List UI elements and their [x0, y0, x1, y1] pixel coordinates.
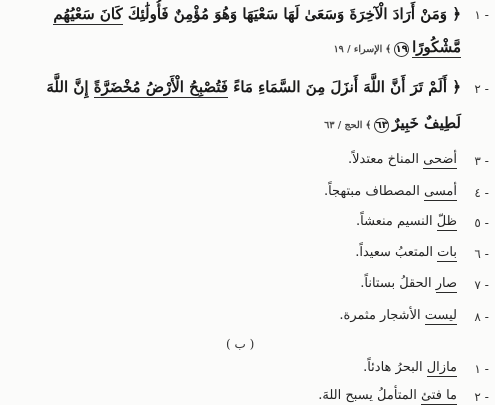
item-number: ٤ -: [474, 186, 489, 200]
sentence: [324, 184, 457, 199]
quran-verse-line-2: [324, 114, 461, 133]
verse-text: لَطِيفٌ خَبِيرٌ: [392, 114, 461, 132]
sentence: [356, 214, 457, 229]
sentence-text: البحرُ هادئاً.: [363, 360, 427, 375]
item-number: ٨ -: [474, 310, 489, 324]
ayah-number-mark: ٦٣: [375, 120, 388, 131]
underlined-verb: ليست: [424, 308, 457, 323]
sentence-text: المتأملُ يسبح اللهَ.: [318, 388, 421, 403]
quran-verse-line: [53, 5, 461, 23]
underlined-verb: أمسى: [423, 184, 457, 199]
sentence-text: النسيم منعشاً.: [356, 214, 437, 229]
underlined-verb: بات: [437, 245, 457, 260]
underlined-verb: ما فتئ: [420, 388, 457, 403]
underlined-phrase: فَتُصْبِحُ الْأَرْضُ مُخْضَرَّةً: [93, 78, 229, 96]
sentence: [318, 388, 457, 403]
item-number: ١ -: [474, 8, 489, 22]
item-number: ٥ -: [474, 216, 489, 230]
underlined-phrase: كَانَ سَعْيُهُم: [53, 5, 123, 23]
ayah-number-mark: ١٩: [395, 44, 408, 55]
item-number: ٢ -: [474, 390, 489, 404]
underlined-verb: ظلّ: [436, 214, 457, 229]
verse-reference: ﴾ الإسراء / ١٩: [333, 44, 392, 55]
item-number: ٣ -: [474, 154, 489, 168]
verse-text: ﴿ وَمَنْ أَرَادَ الْآخِرَةَ وَسَعَىٰ لَهَا سَعْيَهَا وَهُوَ مُؤْمِنٌ فَأُولَٰئِكَ: [122, 5, 461, 23]
sentence-text: المناخ معتدلاً.: [347, 152, 424, 167]
underlined-verb: صار: [435, 276, 457, 291]
sentence: [360, 276, 457, 291]
sentence-text: المصطاف مبتهجاً.: [323, 184, 424, 199]
sentence-text: المتعبُ سعيداً.: [355, 245, 438, 260]
section-heading: ( ب ): [226, 337, 255, 351]
underlined-phrase: مَّشْكُورًا: [412, 38, 461, 56]
sentence: [339, 308, 457, 323]
sentence: [348, 152, 457, 167]
sentence: [355, 245, 457, 260]
sentence: [363, 360, 457, 375]
sentence-text: الحقلُ بستاناً.: [360, 276, 436, 291]
verse-text: إِنَّ اللَّهَ: [46, 78, 94, 96]
verse-text: ﴿ أَلَمْ تَرَ أَنَّ اللَّهَ أَنزَلَ مِنَ السَّمَاءِ مَاءً: [228, 78, 461, 96]
underlined-verb: أضحى: [423, 152, 457, 167]
verse-reference: ﴾ الحج / ٦٣: [324, 120, 372, 131]
item-number: ٦ -: [474, 247, 489, 261]
quran-verse-line: [46, 78, 461, 96]
item-number: ٧ -: [474, 278, 489, 292]
item-number: ٢ -: [474, 82, 489, 96]
quran-verse-line-2: [334, 38, 461, 57]
underlined-verb: مازال: [426, 360, 457, 375]
item-number: ١ -: [474, 362, 489, 376]
sentence-text: الأشجار مثمرة.: [339, 308, 425, 323]
